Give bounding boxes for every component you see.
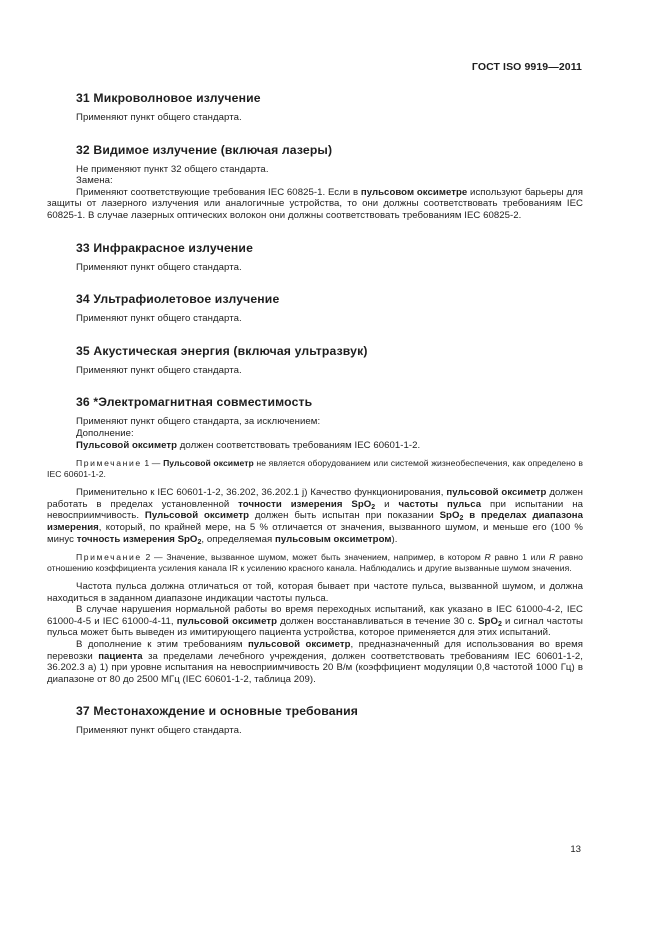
section-31-text: Применяют пункт общего стандарта. <box>76 112 242 123</box>
section-33-text: Применяют пункт общего стандарта. <box>76 261 242 273</box>
section-36-line-2: Дополнение: <box>76 427 134 439</box>
section-33-title: 33 Инфракрасное излучение <box>76 240 254 255</box>
section-37-text: Применяют пункт общего стандарта. <box>76 725 242 737</box>
section-34-title: 34 Ультрафиолетовое излучение <box>76 292 280 307</box>
section-32-title: 32 Видимое излучение (включая лазеры) <box>76 142 333 157</box>
section-32-line-1: Не применяют пункт 32 общего стандарта. <box>76 163 269 175</box>
section-36-paragraph-pulse-rate: Частота пульса должна отличаться от той, которая бывает при частоте пульса, вызванной шумом, и должна находиться в заданном диапазоне индикации частоты пульса. <box>47 581 583 604</box>
section-36-line-1: Применяют пункт общего стандарта, за исключением: <box>76 416 321 428</box>
note-1: Примечание 1 — Пульсовой оксиметр не является оборудованием или системой жизнеобеспечения, как определено в IEC 60601-1-2. <box>47 458 583 480</box>
section-31-title: 31 Микроволновое излучение <box>76 91 261 105</box>
section-32-line-2: Замена: <box>76 175 113 187</box>
document-header: ГОСТ ISO 9919—2011 <box>471 61 582 73</box>
page-number: 13 <box>570 844 581 855</box>
section-35-title: 35 Акустическая энергия (включая ультразвук) <box>76 343 368 358</box>
section-37-title: 37 Местонахождение и основные требования <box>76 704 359 719</box>
section-35-text: Применяют пункт общего стандарта. <box>76 364 242 376</box>
section-32-paragraph: Применяют соответствующие требования IEC 60825-1. Если в пульсовом оксиметре используют барьеры для защиты от лазерного излучения или аналогичные устройства, то они должны соответствовать требованиям IEC 60825-1. В случае лазерных оптических волокон они должны соответствовать требованиям IEC 60825-2. <box>47 186 583 221</box>
page-content <box>47 90 583 737</box>
section-36-line-3: Пульсовой оксиметр должен соответствовать требованиям IEC 60601-1-2. <box>76 439 421 451</box>
section-36-title: 36 *Электромагнитная совместимость <box>76 395 313 410</box>
note-2: Примечание 2 — Значение, вызванное шумом, может быть значением, например, в котором R равно 1 или R равно отношению коэффициента усиления канала IR к усилению красного канала. Наблюдались и другие вызванные шумом значения. <box>47 552 584 574</box>
section-36-paragraph-transient: В случае нарушения нормальной работы во время переходных испытаний, как указано в IEC 61000-4-2, IEC 61000-4-5 и IEC 61000-4-11, пульсовой оксиметр должен восстанавливаться в течение 30 с. SpO$_2$ и сигнал частоты пульса может быть выведен из имитирующего пациента устройства, которое применяется для этих испытаний. <box>47 604 583 639</box>
section-36-paragraph-performance: Применительно к IEC 60601-1-2, 36.202, 36.202.1 j) Качество функционирования, пульсовой оксиметр должен работать в пределах установленной точности измерения SpO$_2$ и частоты пульса при испытании на невосприимчивость. Пульсовой оксиметр должен быть испытан при показании SpO$_2$ в пределах диапазона измерения, который, по крайней мере, на 5 % отличается от значения, вызванного шумом, и меньше его (100 % минус точность измерения SpO$_2$, определяемая пульсовым оксиметром). <box>47 487 584 546</box>
section-34-text: Применяют пункт общего стандарта. <box>76 313 242 325</box>
section-36-paragraph-transport: В дополнение к этим требованиям пульсовой оксиметр, предназначенный для использования во время перевозки пациента за пределами лечебного учреждения, должен соответствовать требованиям IEC 60601-1-2, 36.202.3 а) 1) при уровне испытания на невосприимчивость 20 В/м (коэффициент модуляции 0,8 частотой 1000 Гц) в диапазоне от 80 до 2500 МГц (IEC 60601-1-2, таблица 209). <box>47 639 583 685</box>
